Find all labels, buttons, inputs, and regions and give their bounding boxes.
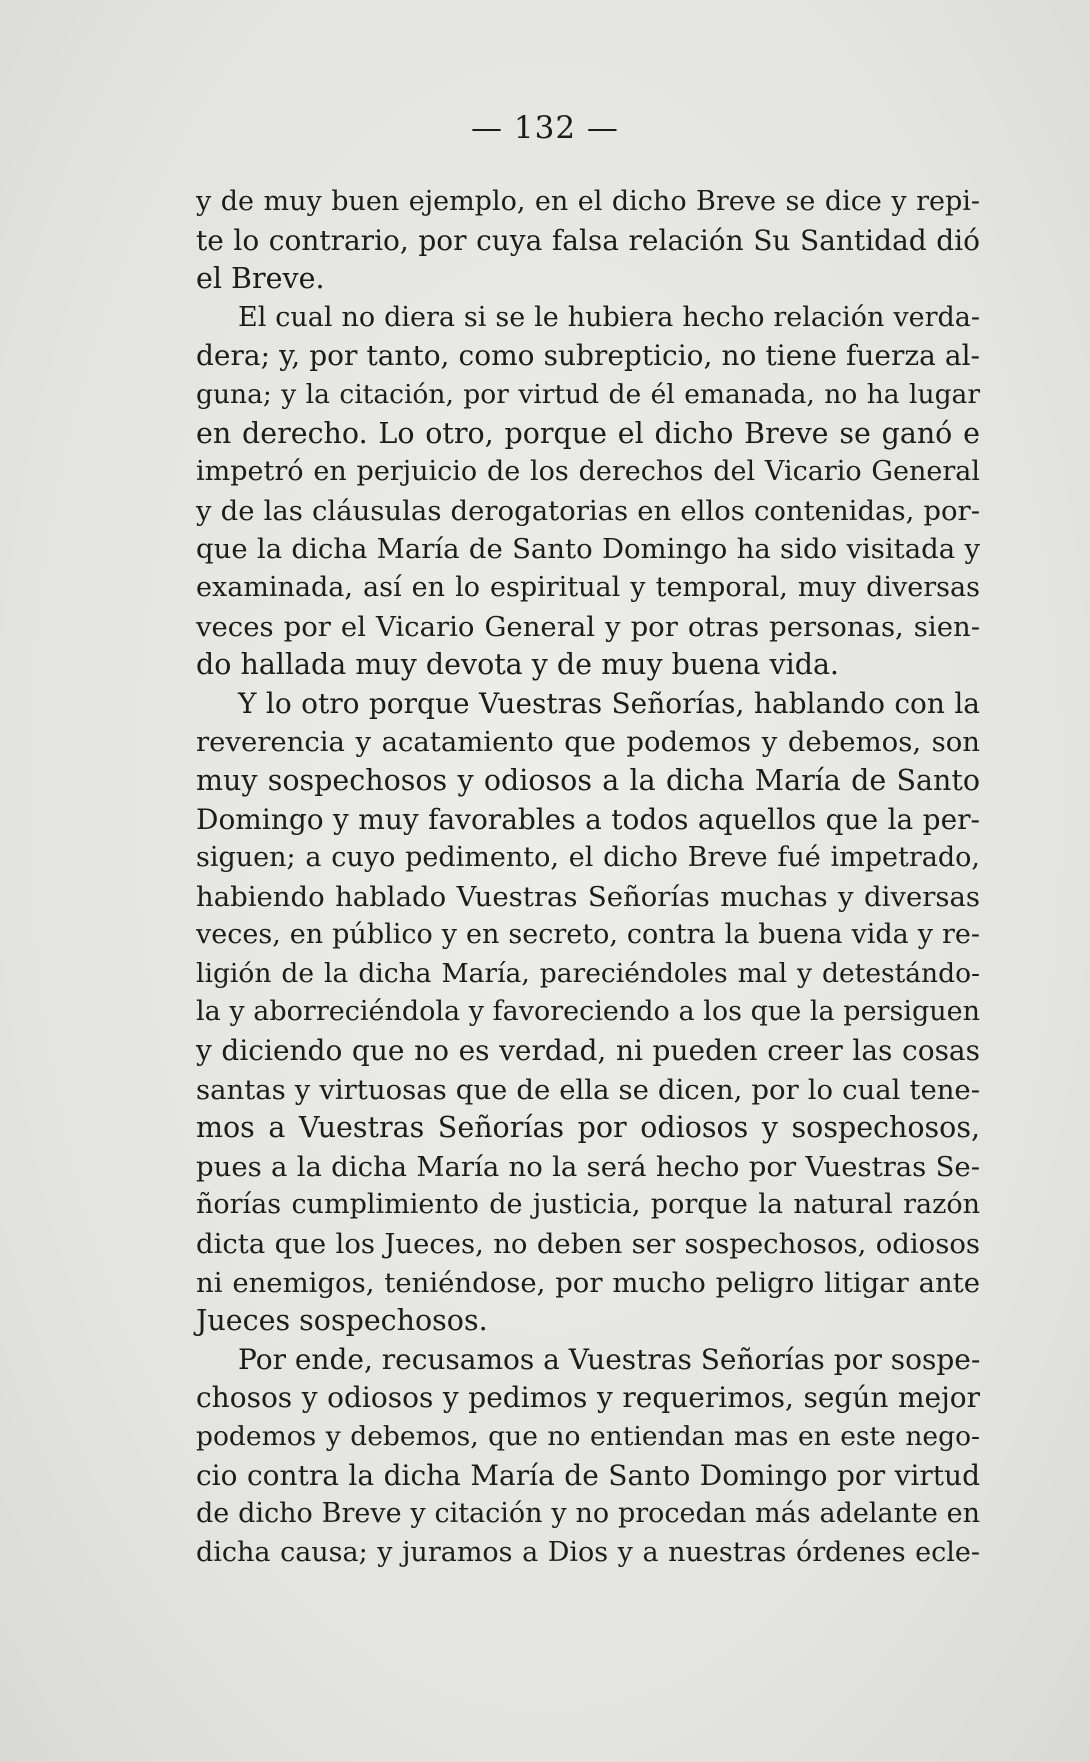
text-line: reverencia y acatamiento que podemos y debemos, son (196, 726, 980, 759)
text-line: Jueces sospechosos. (196, 1304, 488, 1338)
paragraph-2 (196, 299, 980, 685)
text-line: El cual no diera si se le hubiera hecho relación verda- (238, 301, 980, 333)
text-line: santas y virtuosas que de ella se dicen, por lo cual tene- (196, 1073, 980, 1106)
text-line: Y lo otro porque Vuestras Señorías, hablando con la (238, 686, 980, 720)
text-line: la y aborreciéndola y favoreciendo a los que la persiguen (196, 996, 980, 1028)
text-line: impetró en perjuicio de los derechos del Vicario General (196, 456, 980, 488)
text-line: siguen; a cuyo pedimento, el dicho Breve fué impetrado, (196, 842, 980, 874)
text-line: muy sospechosos y odiosos a la dicha María de Santo (196, 763, 980, 797)
text-line: dicha causa; y juramos a Dios y a nuestras órdenes ecle- (196, 1536, 980, 1568)
text-line: podemos y debemos, que no entiendan mas en este nego- (196, 1421, 980, 1452)
page-number: — 132 — (471, 110, 619, 146)
body-text (196, 183, 980, 1572)
text-line: guna; y la citación, por virtud de él emanada, no ha lugar (196, 378, 980, 410)
text-line: chosos y odiosos y pedimos y requerimos, según mejor (196, 1381, 980, 1415)
text-line: ni enemigos, teniéndose, por mucho peligro litigar ante (196, 1266, 980, 1299)
text-line: cio contra la dicha María de Santo Domingo por virtud (196, 1458, 980, 1492)
text-line: dera; y, por tanto, como subrepticio, no tiene fuerza al- (196, 339, 980, 373)
text-line: habiendo hablado Vuestras Señorías muchas y diversas (196, 880, 980, 913)
text-line: Domingo y muy favorables a todos aquellos que la per- (196, 802, 980, 836)
text-line: te lo contrario, por cuya falsa relación Su Santidad dió (196, 223, 980, 257)
paragraph-3 (196, 685, 980, 1341)
text-line: dicta que los Jueces, no deben ser sospechosos, odiosos (196, 1228, 980, 1261)
text-line: examinada, así en lo espiritual y temporal, muy diversas (196, 571, 980, 603)
text-line: mos a Vuestras Señorías por odiosos y sospechosos, (196, 1111, 980, 1145)
text-line: pues a la dicha María no la será hecho por Vuestras Se- (196, 1150, 980, 1183)
text-line: y de muy buen ejemplo, en el dicho Breve se dice y repi- (196, 186, 980, 217)
paragraph-4 (196, 1341, 980, 1573)
text-line: do hallada muy devota y de muy buena vida. (196, 648, 839, 682)
text-line: y de las cláusulas derogatorias en ellos contenidas, por- (196, 494, 980, 527)
text-line: en derecho. Lo otro, porque el dicho Breve se ganó e (196, 416, 980, 450)
text-line: ligión de la dicha María, pareciéndoles mal y detestándo- (196, 957, 980, 989)
text-line: y diciendo que no es verdad, ni pueden creer las cosas (196, 1034, 980, 1068)
paragraph-1 (196, 183, 980, 299)
text-line: ñorías cumplimiento de justicia, porque la natural razón (196, 1189, 980, 1221)
text-line: veces, en público y en secreto, contra la buena vida y re- (196, 919, 980, 951)
text-line: de dicho Breve y citación y no procedan más adelante en (196, 1498, 980, 1530)
text-line: Por ende, recusamos a Vuestras Señorías por sospe- (238, 1342, 981, 1376)
text-line: el Breve. (196, 262, 325, 296)
text-line: que la dicha María de Santo Domingo ha sido visitada y (196, 533, 980, 566)
text-line: veces por el Vicario General y por otras personas, sien- (196, 610, 980, 643)
